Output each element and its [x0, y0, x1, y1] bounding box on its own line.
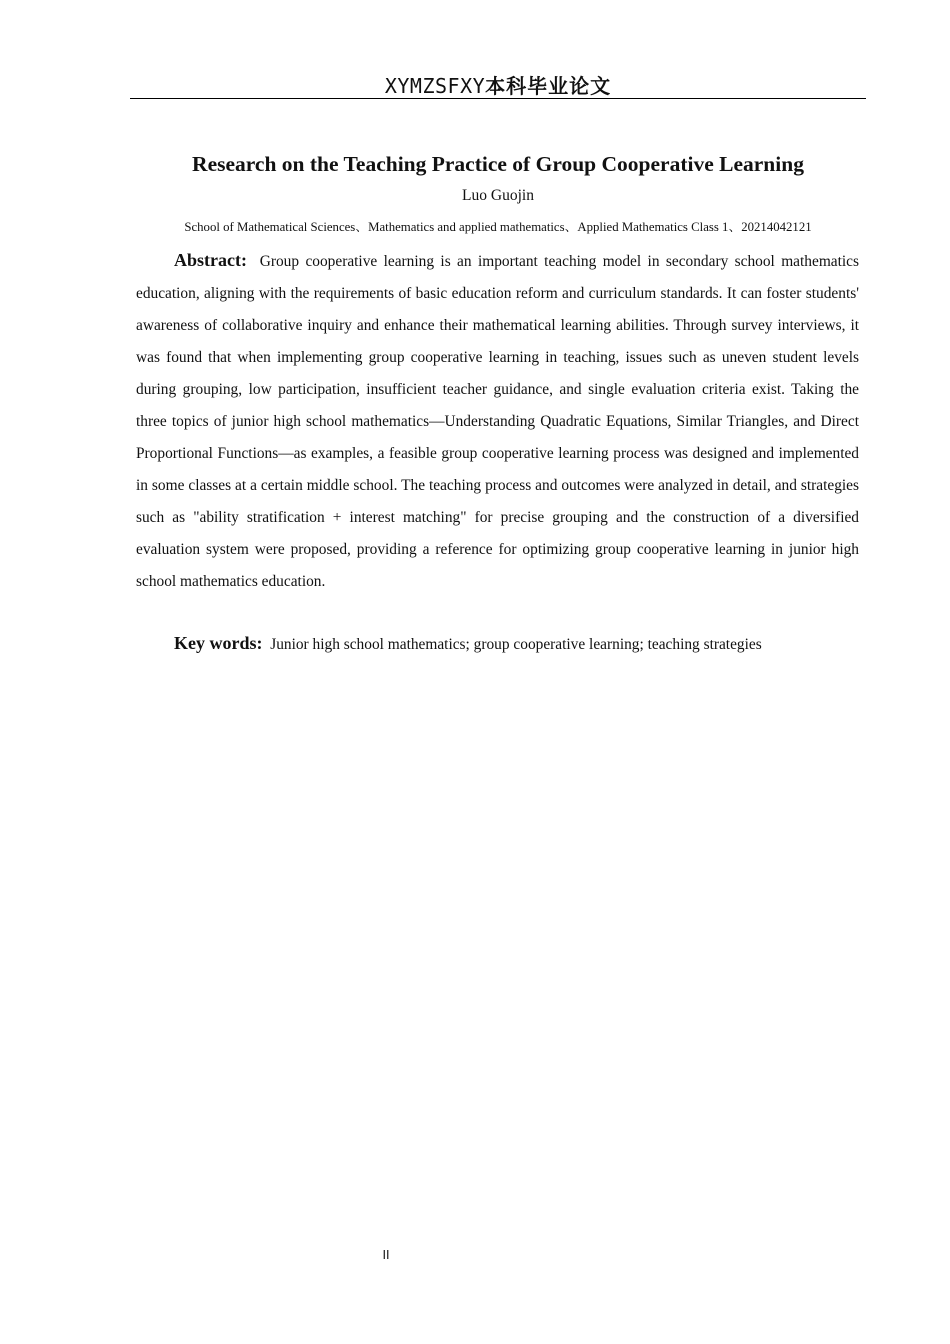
keywords-text: Junior high school mathematics; group cooperative learning; teaching strategies — [270, 636, 762, 653]
abstract-label: Abstract: — [174, 250, 247, 270]
page-number: II — [382, 1248, 390, 1262]
header-rule — [130, 98, 866, 99]
author-name: Luo Guojin — [462, 187, 534, 204]
header-suffix: 本科毕业论文 — [485, 74, 612, 98]
keywords-paragraph — [136, 627, 859, 661]
abstract-text: Group cooperative learning is an important teaching model in secondary school mathematics education, aligning with the requirements of basic education reform and curriculum standards. It can foster students' awareness of collaborative inquiry and enhance their mathematical learning abilities. Through survey interviews, it was found that when implementing group cooperative learning in teaching, issues such as uneven student levels during grouping, low participation, insufficient teacher guidance, and single evaluation criteria exist. Taking the three topics of junior high school mathematics—Understanding Quadratic Equations, Similar Triangles, and Direct Proportional Functions—as examples, a feasible group cooperative learning process was designed and implemented in some classes at a certain middle school. The teaching process and outcomes were analyzed in detail, and strategies such as "ability stratification + interest matching" for precise grouping and the construction of a diversified evaluation system were proposed, providing a reference for optimizing group cooperative learning in junior high school mathematics education. — [136, 253, 859, 590]
keywords-label: Key words: — [174, 633, 263, 653]
running-header — [130, 74, 866, 98]
paper-title: Research on the Teaching Practice of Group Cooperative Learning — [192, 152, 804, 176]
header-prefix: XYMZSFXY — [384, 74, 486, 98]
abstract-paragraph — [136, 244, 859, 598]
author-affiliation: School of Mathematical Sciences、Mathematics and applied mathematics、Applied Mathematics Class 1、20214042121 — [184, 220, 812, 234]
